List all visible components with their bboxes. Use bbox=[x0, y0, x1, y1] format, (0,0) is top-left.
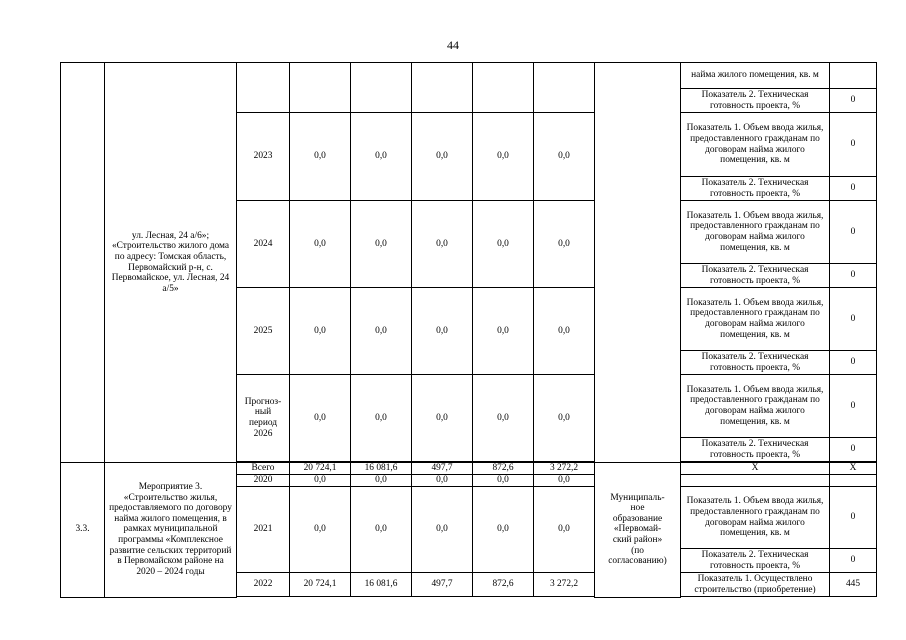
page-number: 44 bbox=[447, 38, 459, 52]
indicator-text: Показатель 2. Техническая готовность проекта, % bbox=[681, 264, 830, 288]
value-cell: 0,0 bbox=[351, 288, 412, 375]
value-cell: 20 724,1 bbox=[290, 573, 351, 597]
value-cell: 872,6 bbox=[473, 573, 534, 597]
indicator-text: Показатель 1. Объем ввода жилья, предоставленного гражданам по договорам найма жилого помещения, кв. м bbox=[681, 288, 830, 351]
value-cell: 0,0 bbox=[473, 201, 534, 288]
value-cell: 0,0 bbox=[290, 375, 351, 462]
indicator-value: 0 bbox=[830, 113, 877, 177]
year-cell: 2023 bbox=[237, 113, 290, 201]
value-cell: 0,0 bbox=[412, 201, 473, 288]
value-cell bbox=[412, 63, 473, 113]
value-cell bbox=[290, 63, 351, 113]
indicator-text: Показатель 1. Объем ввода жилья, предоставленного гражданам по договорам найма жилого помещения, кв. м bbox=[681, 487, 830, 549]
value-cell: 0,0 bbox=[290, 475, 351, 487]
value-cell: 0,0 bbox=[473, 475, 534, 487]
value-cell: 0,0 bbox=[351, 475, 412, 487]
value-cell: 0,0 bbox=[412, 487, 473, 573]
indicator-text: Показатель 2. Техническая готовность проекта, % bbox=[681, 351, 830, 375]
value-cell: 0,0 bbox=[412, 475, 473, 487]
indicator-text: Показатель 2. Техническая готовность проекта, % bbox=[681, 89, 830, 113]
indicator-value bbox=[830, 475, 877, 487]
value-cell: 0,0 bbox=[290, 288, 351, 375]
program-table bbox=[60, 62, 877, 598]
indicator-value: 0 bbox=[830, 487, 877, 549]
value-cell: 0,0 bbox=[534, 113, 595, 201]
value-cell bbox=[351, 63, 412, 113]
value-cell bbox=[473, 63, 534, 113]
indicator-value: 0 bbox=[830, 351, 877, 375]
year-cell: 2021 bbox=[237, 487, 290, 573]
indicator-text: Показатель 1. Осуществлено строительство (приобретение) bbox=[681, 573, 830, 597]
value-cell: 497,7 bbox=[412, 463, 473, 475]
indicator-value: 0 bbox=[830, 89, 877, 113]
value-cell: 0,0 bbox=[290, 201, 351, 288]
indicator-value: Х bbox=[830, 463, 877, 475]
year-cell: 2025 bbox=[237, 288, 290, 375]
indicator-value: 0 bbox=[830, 438, 877, 462]
indicator-value: 0 bbox=[830, 201, 877, 264]
indicator-value bbox=[830, 63, 877, 89]
value-cell bbox=[534, 63, 595, 113]
indicator-text: Показатель 2. Техническая готовность проекта, % bbox=[681, 549, 830, 573]
activity-description: Мероприятие 3. «Строительство жилья, предоставляемого по договору найма жилого помещения, в рамках муниципальной программы «Комплексное развитие сельских территорий в Первомайском районе на 2020 – 2024 годы bbox=[105, 463, 237, 598]
indicator-text: Х bbox=[681, 463, 830, 475]
value-cell: 0,0 bbox=[473, 288, 534, 375]
year-cell: 2022 bbox=[237, 573, 290, 597]
value-cell: 0,0 bbox=[290, 113, 351, 201]
value-cell: 0,0 bbox=[351, 487, 412, 573]
indicator-value: 0 bbox=[830, 375, 877, 438]
value-cell: 3 272,2 bbox=[534, 463, 595, 475]
value-cell: 0,0 bbox=[412, 375, 473, 462]
indicator-text: Показатель 2. Техническая готовность проекта, % bbox=[681, 438, 830, 462]
indicator-text bbox=[681, 475, 830, 487]
value-cell: 0,0 bbox=[534, 201, 595, 288]
indicator-text: Показатель 1. Объем ввода жилья, предоставленного гражданам по договорам найма жилого помещения, кв. м bbox=[681, 201, 830, 264]
year-cell bbox=[237, 63, 290, 113]
indicator-value: 445 bbox=[830, 573, 877, 597]
value-cell: 0,0 bbox=[351, 113, 412, 201]
value-cell: 20 724,1 bbox=[290, 463, 351, 475]
indicator-text: найма жилого помещения, кв. м bbox=[681, 63, 830, 89]
value-cell: 0,0 bbox=[534, 475, 595, 487]
indicator-text: Показатель 1. Объем ввода жилья, предоставленного гражданам по договорам найма жилого помещения, кв. м bbox=[681, 113, 830, 177]
value-cell: 0,0 bbox=[412, 288, 473, 375]
value-cell: 0,0 bbox=[412, 113, 473, 201]
value-cell: 0,0 bbox=[534, 375, 595, 462]
value-cell: 497,7 bbox=[412, 573, 473, 597]
year-cell: Всего bbox=[237, 463, 290, 475]
activity-number: 3.3. bbox=[61, 463, 105, 598]
value-cell: 0,0 bbox=[351, 201, 412, 288]
indicator-text: Показатель 1. Объем ввода жилья, предоставленного гражданам по договорам найма жилого помещения, кв. м bbox=[681, 375, 830, 438]
year-cell: 2024 bbox=[237, 201, 290, 288]
value-cell: 0,0 bbox=[473, 375, 534, 462]
value-cell: 872,6 bbox=[473, 463, 534, 475]
indicator-text: Показатель 2. Техническая готовность проекта, % bbox=[681, 177, 830, 201]
value-cell: 0,0 bbox=[534, 288, 595, 375]
indicator-value: 0 bbox=[830, 549, 877, 573]
indicator-value: 0 bbox=[830, 177, 877, 201]
indicator-value: 0 bbox=[830, 288, 877, 351]
value-cell: 0,0 bbox=[351, 375, 412, 462]
number-cell-empty bbox=[61, 63, 105, 463]
value-cell: 0,0 bbox=[290, 487, 351, 573]
value-cell: 3 272,2 bbox=[534, 573, 595, 597]
value-cell: 0,0 bbox=[534, 487, 595, 573]
year-cell: 2020 bbox=[237, 475, 290, 487]
executor-cell-empty bbox=[595, 63, 681, 463]
value-cell: 16 081,6 bbox=[351, 463, 412, 475]
year-cell: Прогноз- ный период 2026 bbox=[237, 375, 290, 462]
value-cell: 0,0 bbox=[473, 113, 534, 201]
value-cell: 16 081,6 bbox=[351, 573, 412, 597]
executor-cell: Муниципаль- ное образование «Первомай- ский район» (по согласованию) bbox=[595, 463, 681, 598]
value-cell: 0,0 bbox=[473, 487, 534, 573]
activity-description: ул. Лесная, 24 а/6»; «Строительство жилого дома по адресу: Томская область, Первомайский р-н, с. Первомайское, ул. Лесная, 24 а/5» bbox=[105, 63, 237, 463]
indicator-value: 0 bbox=[830, 264, 877, 288]
